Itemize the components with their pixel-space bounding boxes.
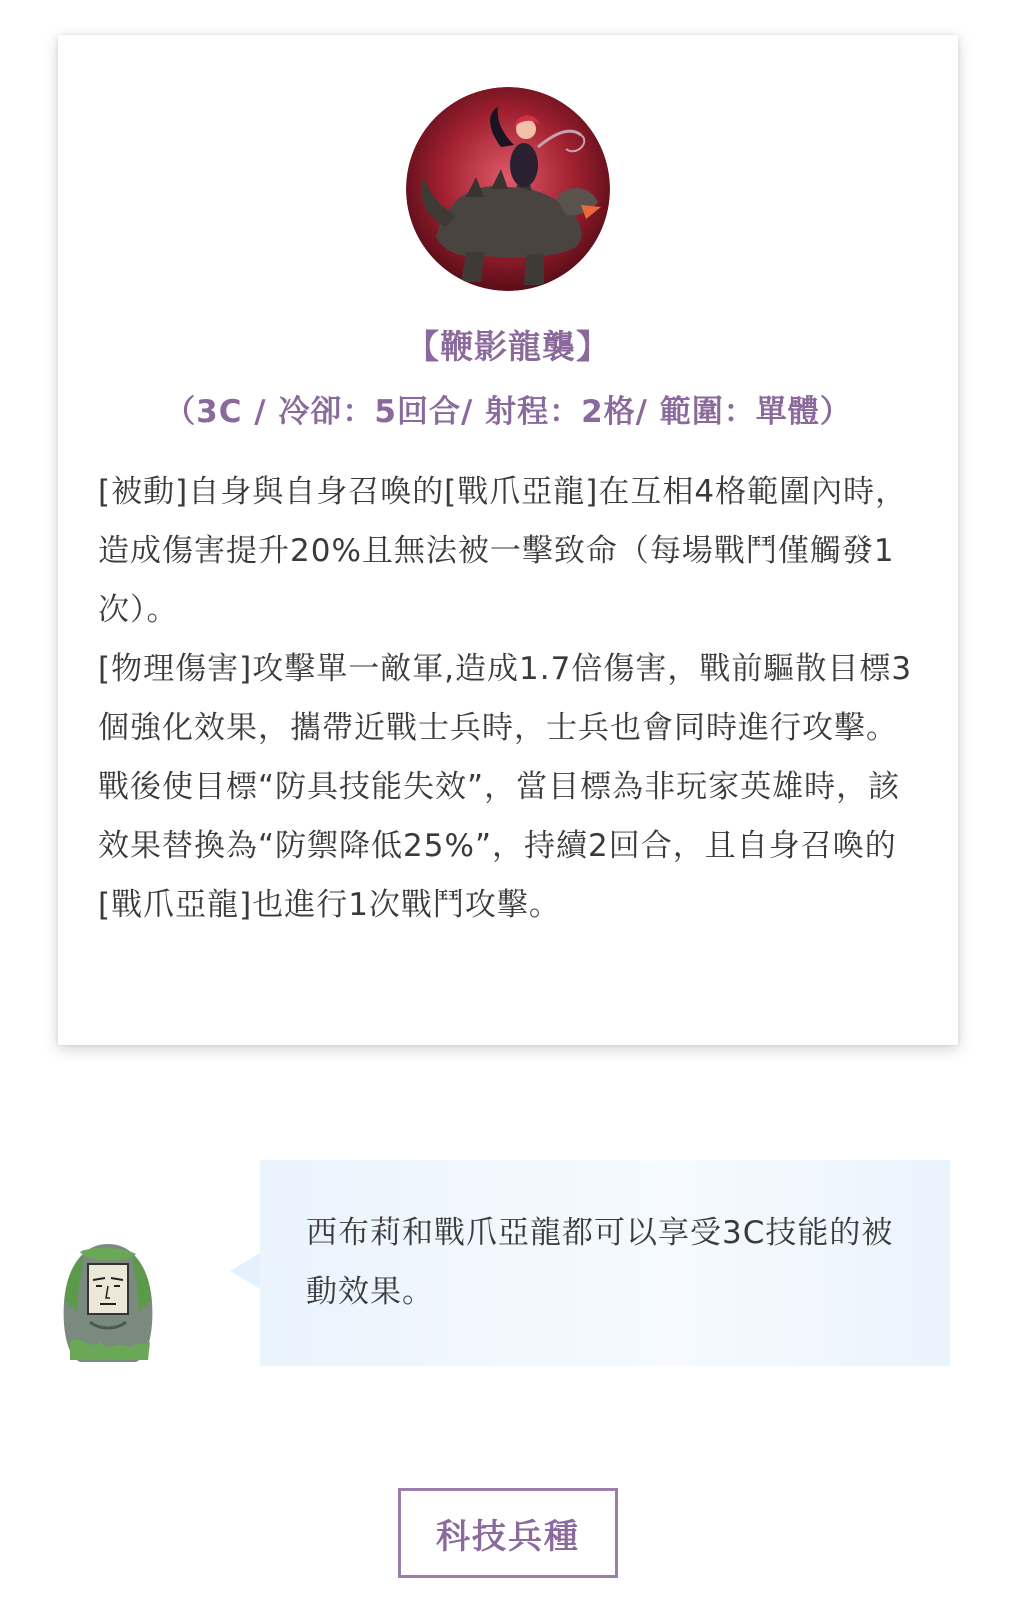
dragon-rider-skill-icon	[406, 87, 610, 291]
skill-card	[58, 35, 958, 1045]
skill-description-passive: [被動]自身與自身召喚的[戰爪亞龍]在互相4格範圍內時，造成傷害提升20%且無法被一擊致命（每場戰鬥僅觸發1次）。	[98, 474, 908, 628]
skill-description	[98, 463, 918, 935]
comment-bubble: 西布莉和戰爪亞龍都可以享受3C技能的被動效果。	[260, 1160, 950, 1366]
comment-row	[60, 1160, 960, 1370]
bubble-tail	[230, 1253, 260, 1289]
skill-description-physical: [物理傷害]攻擊單一敵軍,造成1.7倍傷害，戰前驅散目標3個強化效果，攜帶近戰士兵時，士兵也會同時進行攻擊。戰後使目標“防具技能失效”，當目標為非玩家英雄時，該效果替換為“防禦降低25%”，持續2回合，且自身召喚的[戰爪亞龍]也進行1次戰鬥攻擊。	[98, 651, 913, 923]
tag-button[interactable]: 科技兵種	[398, 1488, 618, 1578]
skill-title: 【鞭影龍襲】	[406, 327, 610, 366]
stone-head-avatar	[60, 1242, 156, 1364]
skill-meta: （3C / 冷卻：5回合/ 射程：2格/ 範圍：單體）	[164, 394, 852, 430]
